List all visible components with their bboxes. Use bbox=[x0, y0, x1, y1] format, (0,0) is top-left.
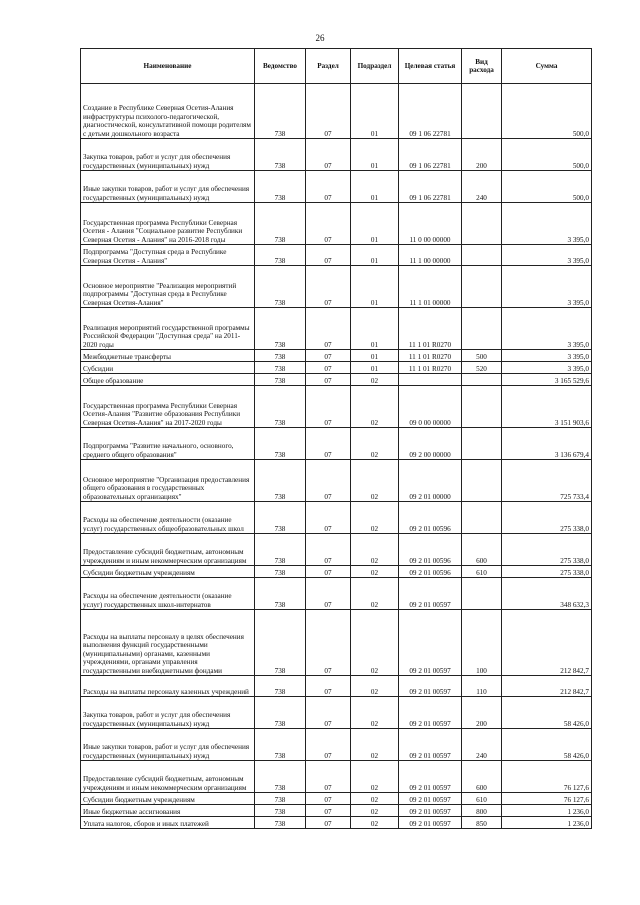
cell-vid: 520 bbox=[462, 362, 502, 374]
cell-vedomstvo: 738 bbox=[255, 362, 306, 374]
cell-vedomstvo: 738 bbox=[255, 729, 306, 761]
cell-tselevaya: 09 2 01 00597 bbox=[399, 578, 462, 610]
cell-podrazdel: 02 bbox=[351, 534, 399, 566]
cell-vid bbox=[462, 502, 502, 534]
table-row bbox=[81, 534, 592, 566]
cell-vid: 600 bbox=[462, 534, 502, 566]
cell-podrazdel: 01 bbox=[351, 245, 399, 266]
cell-vedomstvo: 738 bbox=[255, 676, 306, 697]
cell-podrazdel: 02 bbox=[351, 566, 399, 578]
table-row bbox=[81, 729, 592, 761]
cell-vedomstvo: 738 bbox=[255, 578, 306, 610]
table-row bbox=[81, 676, 592, 697]
cell-name: Предоставление субсидий бюджетным, автономным учреждениям и иным некоммерческим организациям bbox=[81, 534, 255, 566]
cell-tselevaya: 09 2 01 00596 bbox=[399, 534, 462, 566]
cell-vedomstvo: 738 bbox=[255, 610, 306, 676]
cell-vedomstvo: 738 bbox=[255, 139, 306, 171]
cell-vid bbox=[462, 386, 502, 428]
cell-name: Расходы на выплаты персоналу в целях обеспечения выполнения функций государственными (муниципальными) органами, казенными учреждениями, органами управления государственными внебюджетными фондами bbox=[81, 610, 255, 676]
cell-razdel: 07 bbox=[306, 84, 351, 139]
cell-razdel: 07 bbox=[306, 805, 351, 817]
cell-tselevaya: 09 2 01 00597 bbox=[399, 610, 462, 676]
cell-vid bbox=[462, 578, 502, 610]
cell-podrazdel: 02 bbox=[351, 697, 399, 729]
cell-summa: 275 338,0 bbox=[502, 502, 592, 534]
cell-tselevaya: 09 2 01 00597 bbox=[399, 761, 462, 793]
cell-name: Основное мероприятие "Реализация мероприятий подпрограммы "Доступная среда в Республике Северная Осетия-Алания" bbox=[81, 266, 255, 308]
header-vedomstvo: Ведомство bbox=[255, 49, 306, 84]
cell-name: Государственная программа Республики Северная Осетия - Алания "Социальное развитие Республики Северная Осетия - Алания" на 2016-2018 годы bbox=[81, 203, 255, 245]
cell-name: Субсидии bbox=[81, 362, 255, 374]
cell-vedomstvo: 738 bbox=[255, 171, 306, 203]
cell-podrazdel: 02 bbox=[351, 578, 399, 610]
cell-tselevaya: 09 2 01 00000 bbox=[399, 460, 462, 502]
cell-vid: 240 bbox=[462, 729, 502, 761]
cell-razdel: 07 bbox=[306, 139, 351, 171]
cell-vedomstvo: 738 bbox=[255, 350, 306, 362]
cell-podrazdel: 02 bbox=[351, 817, 399, 829]
table-row bbox=[81, 245, 592, 266]
cell-vid: 240 bbox=[462, 171, 502, 203]
table-row bbox=[81, 428, 592, 460]
cell-tselevaya: 09 0 00 00000 bbox=[399, 386, 462, 428]
cell-vid: 600 bbox=[462, 761, 502, 793]
cell-vid bbox=[462, 266, 502, 308]
cell-podrazdel: 01 bbox=[351, 139, 399, 171]
cell-vedomstvo: 738 bbox=[255, 817, 306, 829]
cell-podrazdel: 01 bbox=[351, 362, 399, 374]
cell-vid: 110 bbox=[462, 676, 502, 697]
header-name: Наименование bbox=[81, 49, 255, 84]
cell-summa: 725 733,4 bbox=[502, 460, 592, 502]
cell-vedomstvo: 738 bbox=[255, 534, 306, 566]
cell-summa: 58 426,0 bbox=[502, 697, 592, 729]
cell-name: Реализация мероприятий государственной программы Российской Федерации "Доступная среда" на 2011-2020 годы bbox=[81, 308, 255, 350]
cell-podrazdel: 01 bbox=[351, 171, 399, 203]
table-row bbox=[81, 374, 592, 386]
table-row bbox=[81, 266, 592, 308]
table-row bbox=[81, 817, 592, 829]
cell-summa: 275 338,0 bbox=[502, 534, 592, 566]
cell-name: Закупка товаров, работ и услуг для обеспечения государственных (муниципальных) нужд bbox=[81, 139, 255, 171]
cell-podrazdel: 02 bbox=[351, 428, 399, 460]
cell-vedomstvo: 738 bbox=[255, 761, 306, 793]
cell-tselevaya: 09 2 01 00596 bbox=[399, 502, 462, 534]
cell-name: Подпрограмма "Развитие начального, основного, среднего общего образования" bbox=[81, 428, 255, 460]
table-row bbox=[81, 761, 592, 793]
cell-podrazdel: 02 bbox=[351, 805, 399, 817]
cell-razdel: 07 bbox=[306, 761, 351, 793]
cell-vid bbox=[462, 460, 502, 502]
cell-vedomstvo: 738 bbox=[255, 386, 306, 428]
cell-razdel: 07 bbox=[306, 817, 351, 829]
table-header-row bbox=[81, 49, 592, 84]
cell-tselevaya: 09 2 01 00597 bbox=[399, 697, 462, 729]
cell-summa: 275 338,0 bbox=[502, 566, 592, 578]
table-row bbox=[81, 350, 592, 362]
cell-vid: 500 bbox=[462, 350, 502, 362]
cell-tselevaya: 11 1 01 R0270 bbox=[399, 362, 462, 374]
cell-summa: 58 426,0 bbox=[502, 729, 592, 761]
cell-razdel: 07 bbox=[306, 266, 351, 308]
cell-podrazdel: 01 bbox=[351, 266, 399, 308]
cell-summa: 3 395,0 bbox=[502, 245, 592, 266]
table-row bbox=[81, 139, 592, 171]
cell-podrazdel: 02 bbox=[351, 793, 399, 805]
cell-tselevaya: 09 2 01 00597 bbox=[399, 793, 462, 805]
header-podrazdel: Подраздел bbox=[351, 49, 399, 84]
cell-name: Расходы на выплаты персоналу казенных учреждений bbox=[81, 676, 255, 697]
cell-tselevaya: 11 0 00 00000 bbox=[399, 203, 462, 245]
cell-tselevaya: 11 1 01 R0270 bbox=[399, 308, 462, 350]
cell-tselevaya: 09 2 01 00597 bbox=[399, 676, 462, 697]
cell-razdel: 07 bbox=[306, 676, 351, 697]
table-row bbox=[81, 566, 592, 578]
cell-vedomstvo: 738 bbox=[255, 428, 306, 460]
cell-podrazdel: 01 bbox=[351, 350, 399, 362]
table-row bbox=[81, 203, 592, 245]
cell-vedomstvo: 738 bbox=[255, 84, 306, 139]
page-number: 26 bbox=[315, 33, 325, 43]
cell-razdel: 07 bbox=[306, 729, 351, 761]
cell-podrazdel: 02 bbox=[351, 761, 399, 793]
cell-name: Подпрограмма "Доступная среда в Республике Северная Осетия - Алания" bbox=[81, 245, 255, 266]
cell-tselevaya: 11 1 00 00000 bbox=[399, 245, 462, 266]
cell-vid: 850 bbox=[462, 817, 502, 829]
cell-tselevaya: 09 2 01 00597 bbox=[399, 805, 462, 817]
cell-summa: 1 236,0 bbox=[502, 805, 592, 817]
cell-name: Иные бюджетные ассигнования bbox=[81, 805, 255, 817]
cell-podrazdel: 02 bbox=[351, 460, 399, 502]
cell-name: Создание в Республике Северная Осетия-Алания инфраструктуры психолого-педагогической, диагностической, консультативной помощи родителям с детьми дошкольного возраста bbox=[81, 84, 255, 139]
cell-summa: 500,0 bbox=[502, 84, 592, 139]
cell-name: Расходы на обеспечение деятельности (оказание услуг) государственных школ-интернатов bbox=[81, 578, 255, 610]
cell-name: Субсидии бюджетным учреждениям bbox=[81, 793, 255, 805]
cell-summa: 76 127,6 bbox=[502, 793, 592, 805]
cell-summa: 3 395,0 bbox=[502, 362, 592, 374]
cell-podrazdel: 02 bbox=[351, 676, 399, 697]
cell-summa: 500,0 bbox=[502, 139, 592, 171]
cell-summa: 76 127,6 bbox=[502, 761, 592, 793]
cell-tselevaya bbox=[399, 374, 462, 386]
cell-tselevaya: 09 2 00 00000 bbox=[399, 428, 462, 460]
cell-vid: 800 bbox=[462, 805, 502, 817]
cell-vedomstvo: 738 bbox=[255, 566, 306, 578]
cell-tselevaya: 11 1 01 00000 bbox=[399, 266, 462, 308]
cell-name: Основное мероприятие "Организация предоставления общего образования в государственных образовательных организациях" bbox=[81, 460, 255, 502]
cell-name: Государственная программа Республики Северная Осетия-Алания "Развитие образования Республики Северная Осетия-Алания" на 2017-2020 годы bbox=[81, 386, 255, 428]
cell-razdel: 07 bbox=[306, 502, 351, 534]
cell-vedomstvo: 738 bbox=[255, 697, 306, 729]
table-row bbox=[81, 578, 592, 610]
cell-name: Закупка товаров, работ и услуг для обеспечения государственных (муниципальных) нужд bbox=[81, 697, 255, 729]
cell-razdel: 07 bbox=[306, 203, 351, 245]
cell-razdel: 07 bbox=[306, 245, 351, 266]
cell-vid: 100 bbox=[462, 610, 502, 676]
cell-razdel: 07 bbox=[306, 308, 351, 350]
cell-summa: 3 151 903,6 bbox=[502, 386, 592, 428]
cell-name: Общее образование bbox=[81, 374, 255, 386]
cell-name: Уплата налогов, сборов и иных платежей bbox=[81, 817, 255, 829]
table-row bbox=[81, 171, 592, 203]
cell-razdel: 07 bbox=[306, 350, 351, 362]
cell-vid bbox=[462, 374, 502, 386]
cell-vid bbox=[462, 84, 502, 139]
table-body bbox=[81, 84, 592, 829]
cell-podrazdel: 02 bbox=[351, 610, 399, 676]
table-row bbox=[81, 610, 592, 676]
cell-summa: 3 395,0 bbox=[502, 203, 592, 245]
cell-name: Расходы на обеспечение деятельности (оказание услуг) государственных общеобразовательных школ bbox=[81, 502, 255, 534]
cell-razdel: 07 bbox=[306, 386, 351, 428]
header-vid: Вид расхода bbox=[462, 49, 502, 84]
cell-vid: 200 bbox=[462, 139, 502, 171]
table-row bbox=[81, 362, 592, 374]
cell-razdel: 07 bbox=[306, 374, 351, 386]
cell-vedomstvo: 738 bbox=[255, 502, 306, 534]
cell-vid bbox=[462, 245, 502, 266]
cell-summa: 1 236,0 bbox=[502, 817, 592, 829]
cell-summa: 3 395,0 bbox=[502, 308, 592, 350]
cell-tselevaya: 09 2 01 00597 bbox=[399, 817, 462, 829]
cell-razdel: 07 bbox=[306, 534, 351, 566]
cell-razdel: 07 bbox=[306, 697, 351, 729]
cell-vedomstvo: 738 bbox=[255, 308, 306, 350]
cell-vid bbox=[462, 308, 502, 350]
cell-summa: 212 842,7 bbox=[502, 610, 592, 676]
table-row bbox=[81, 502, 592, 534]
cell-podrazdel: 02 bbox=[351, 374, 399, 386]
cell-vedomstvo: 738 bbox=[255, 460, 306, 502]
table-row bbox=[81, 793, 592, 805]
cell-podrazdel: 01 bbox=[351, 203, 399, 245]
cell-vedomstvo: 738 bbox=[255, 266, 306, 308]
cell-tselevaya: 09 1 06 22781 bbox=[399, 171, 462, 203]
header-razdel: Раздел bbox=[306, 49, 351, 84]
cell-summa: 212 842,7 bbox=[502, 676, 592, 697]
budget-table bbox=[80, 48, 592, 829]
cell-summa: 3 136 679,4 bbox=[502, 428, 592, 460]
cell-vedomstvo: 738 bbox=[255, 203, 306, 245]
cell-vedomstvo: 738 bbox=[255, 374, 306, 386]
cell-summa: 3 395,0 bbox=[502, 350, 592, 362]
cell-razdel: 07 bbox=[306, 566, 351, 578]
cell-vedomstvo: 738 bbox=[255, 245, 306, 266]
cell-razdel: 07 bbox=[306, 428, 351, 460]
cell-name: Иные закупки товаров, работ и услуг для обеспечения государственных (муниципальных) нужд bbox=[81, 171, 255, 203]
cell-podrazdel: 02 bbox=[351, 502, 399, 534]
table-row bbox=[81, 805, 592, 817]
cell-vid: 200 bbox=[462, 697, 502, 729]
table-row bbox=[81, 308, 592, 350]
cell-summa: 3 395,0 bbox=[502, 266, 592, 308]
cell-razdel: 07 bbox=[306, 171, 351, 203]
cell-podrazdel: 01 bbox=[351, 84, 399, 139]
table-row bbox=[81, 386, 592, 428]
cell-vid: 610 bbox=[462, 566, 502, 578]
cell-vedomstvo: 738 bbox=[255, 793, 306, 805]
cell-podrazdel: 02 bbox=[351, 386, 399, 428]
cell-razdel: 07 bbox=[306, 578, 351, 610]
cell-tselevaya: 09 1 06 22781 bbox=[399, 139, 462, 171]
cell-summa: 3 165 529,6 bbox=[502, 374, 592, 386]
cell-vid: 610 bbox=[462, 793, 502, 805]
header-tselevaya: Целевая статья bbox=[399, 49, 462, 84]
cell-tselevaya: 09 1 06 22781 bbox=[399, 84, 462, 139]
cell-razdel: 07 bbox=[306, 362, 351, 374]
cell-name: Предоставление субсидий бюджетным, автономным учреждениям и иным некоммерческим организациям bbox=[81, 761, 255, 793]
cell-vid bbox=[462, 428, 502, 460]
cell-name: Субсидии бюджетным учреждениям bbox=[81, 566, 255, 578]
cell-razdel: 07 bbox=[306, 460, 351, 502]
cell-razdel: 07 bbox=[306, 793, 351, 805]
cell-tselevaya: 09 2 01 00597 bbox=[399, 729, 462, 761]
table-row bbox=[81, 697, 592, 729]
cell-summa: 500,0 bbox=[502, 171, 592, 203]
cell-name: Иные закупки товаров, работ и услуг для обеспечения государственных (муниципальных) нужд bbox=[81, 729, 255, 761]
cell-podrazdel: 02 bbox=[351, 729, 399, 761]
cell-tselevaya: 09 2 01 00596 bbox=[399, 566, 462, 578]
table-row bbox=[81, 460, 592, 502]
cell-razdel: 07 bbox=[306, 610, 351, 676]
cell-vid bbox=[462, 203, 502, 245]
header-summa: Сумма bbox=[502, 49, 592, 84]
cell-tselevaya: 11 1 01 R0270 bbox=[399, 350, 462, 362]
cell-summa: 348 632,3 bbox=[502, 578, 592, 610]
cell-podrazdel: 01 bbox=[351, 308, 399, 350]
table-row bbox=[81, 84, 592, 139]
cell-vedomstvo: 738 bbox=[255, 805, 306, 817]
cell-name: Межбюджетные трансферты bbox=[81, 350, 255, 362]
